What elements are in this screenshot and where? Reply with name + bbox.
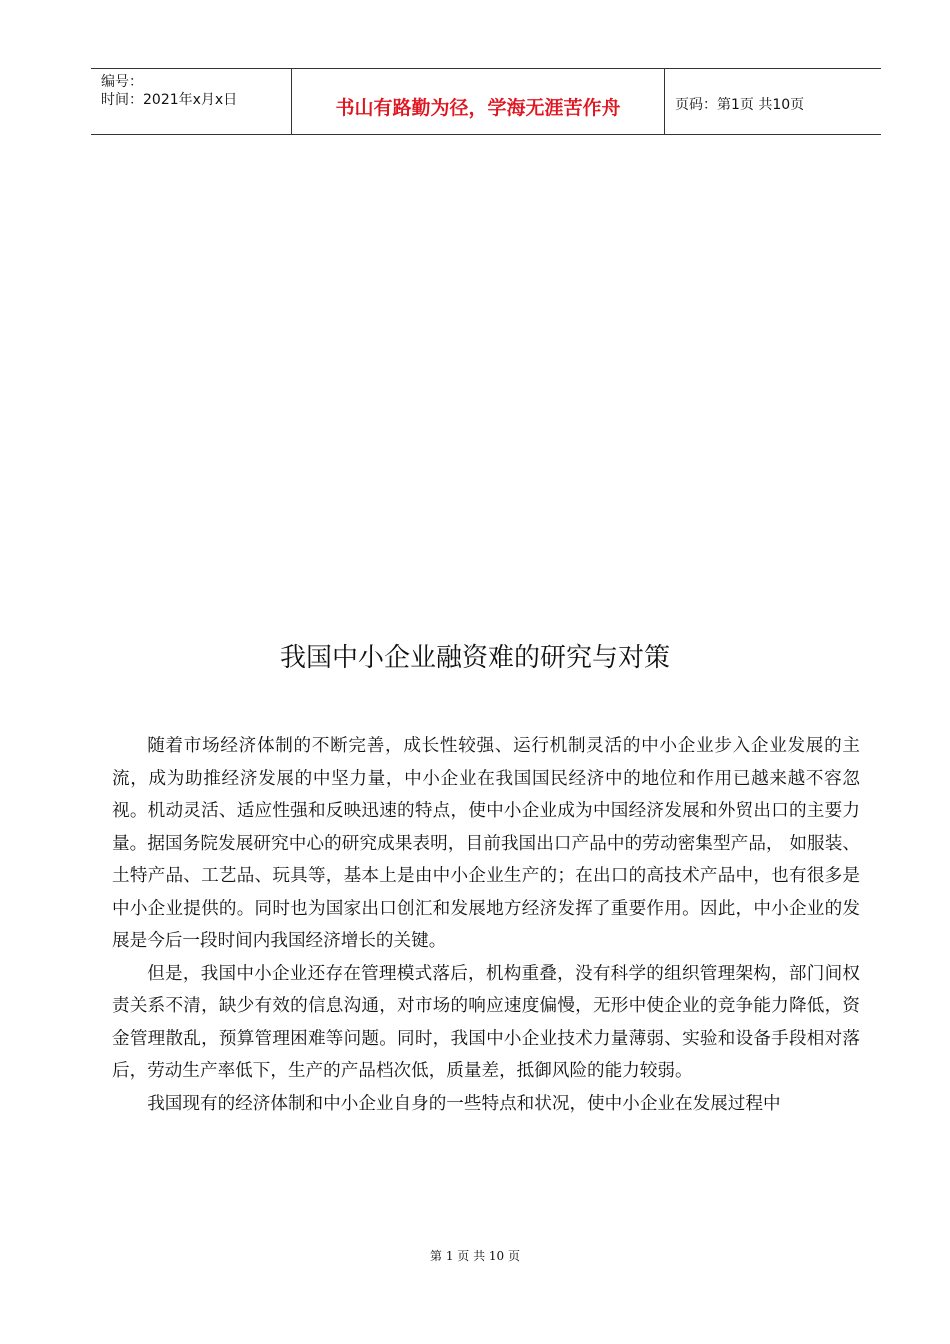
paragraph: 我国现有的经济体制和中小企业自身的一些特点和状况，使中小企业在发展过程中 — [147, 1093, 781, 1114]
document-header — [91, 68, 881, 135]
page-code: 页码：第1页 共10页 — [675, 97, 805, 113]
paragraph: 随着市场经济体制的不断完善，成长性较强、运行机制灵活的中小企业步入企业发展的主流，成为助推经济发展的中坚力量，中小企业在我国国民经济中的地位和作用已越来越不容忽视。机动灵活、适应性强和反映迅速的特点，使中小企业成为中国经济发展和外贸出口的主要力量。据国务院发展研究中心的研究成果表明，目前我国出口产品中的劳动密集型产品， 如服装、土特产品、工艺品、玩具等，基本上是由中小企业生产的；在出口的高技术产品中，也有很多是中小企业提供的。同时也为国家出口创汇和发展地方经济发挥了重要作用。因此，中小企业的发展是今后一段时间内我国经济增长的关键。 — [112, 736, 860, 951]
paragraph: 但是，我国中小企业还存在管理模式落后，机构重叠，没有科学的组织管理架构，部门间权责关系不清，缺少有效的信息沟通，对市场的响应速度偏慢，无形中使企业的竞争能力降低，资金管理散乱，预算管理困难等问题。同时，我国中小企业技术力量薄弱、实验和设备手段相对落后，劳动生产率低下，生产的产品档次低，质量差，抵御风险的能力较弱。 — [112, 963, 860, 1081]
page-footer: 第 1 页 共 10 页 — [430, 1249, 520, 1263]
document-body — [112, 730, 860, 1120]
header-info-cell — [91, 69, 292, 134]
motto-text: 书山有路勤为径，学海无涯苦作舟 — [335, 97, 621, 119]
header-page-cell — [665, 69, 881, 134]
time-label: 时间：2021年x月x日 — [101, 92, 238, 108]
document-title: 我国中小企业融资难的研究与对策 — [279, 643, 670, 673]
number-label: 编号： — [101, 74, 143, 90]
header-motto-cell — [292, 69, 665, 134]
